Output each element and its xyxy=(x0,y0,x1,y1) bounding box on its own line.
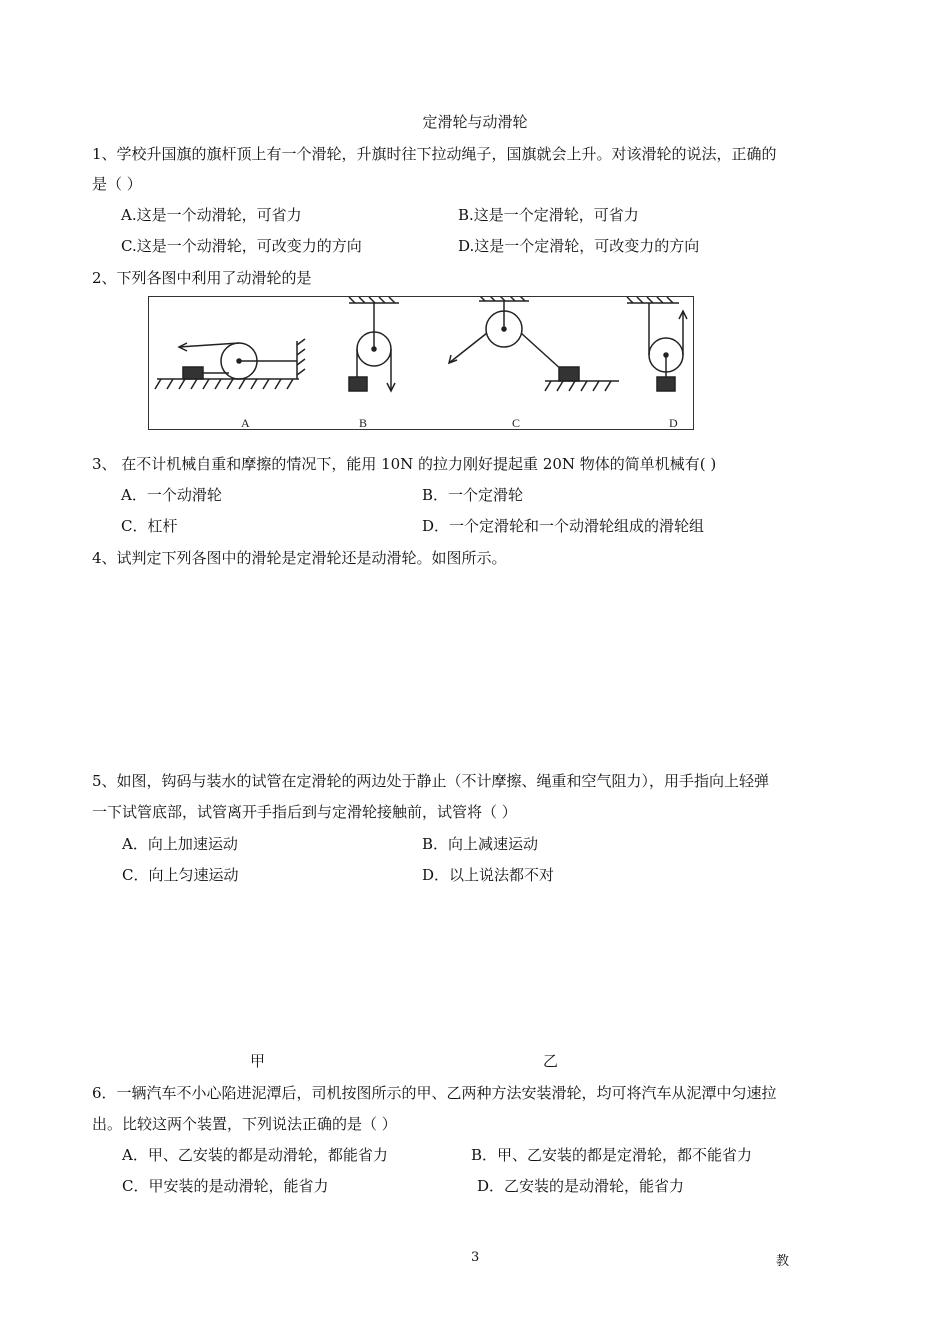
q3-option-b: B．一个定滑轮 xyxy=(422,486,524,504)
fig-label-d: D xyxy=(669,416,678,429)
q1-option-d: D.这是一个定滑轮，可改变力的方向 xyxy=(458,237,700,255)
fig-label-b: B xyxy=(359,416,368,429)
q5-option-a: A．向上加速运动 xyxy=(122,835,238,853)
q6-option-a: A．甲、乙安装的都是动滑轮，都能省力 xyxy=(122,1146,388,1164)
q1-option-a: A.这是一个动滑轮，可省力 xyxy=(121,206,302,224)
footer-right-text: 教 xyxy=(776,1254,790,1269)
page-title: 定滑轮与动滑轮 xyxy=(422,113,528,131)
pulley-diagram xyxy=(149,297,693,429)
q3-option-c: C．杠杆 xyxy=(121,517,178,535)
q6-line2: 出。比较这两个装置，下列说法正确的是（ ） xyxy=(92,1115,397,1133)
q4-text: 4、试判定下列各图中的滑轮是定滑轮还是动滑轮。如图所示。 xyxy=(92,549,507,567)
pulley-figure xyxy=(148,296,694,430)
q5-option-d: D．以上说法都不对 xyxy=(422,866,555,884)
q6-line1: 6．一辆汽车不小心陷进泥潭后，司机按图所示的甲、乙两种方法安装滑轮，均可将汽车从泥潭中匀速拉 xyxy=(92,1084,777,1102)
pulley-d xyxy=(627,297,687,391)
q6-option-c: C．甲安装的是动滑轮，能省力 xyxy=(122,1177,329,1195)
q3-text: 3、 在不计机械自重和摩擦的情况下，能用 10N 的拉力刚好提起重 20N 物体的简单机械有( ) xyxy=(92,455,717,473)
q5-line1: 5、如图，钩码与装水的试管在定滑轮的两边处于静止（不计摩擦、绳重和空气阻力），用手指向上轻弹 xyxy=(92,772,770,790)
page-number: 3 xyxy=(471,1250,480,1265)
fig-label-a: A xyxy=(241,416,250,429)
q3-option-a: A．一个动滑轮 xyxy=(121,486,222,504)
pulley-a xyxy=(155,339,305,389)
q6-option-b: B．甲、乙安装的都是定滑轮，都不能省力 xyxy=(471,1146,753,1164)
q1-line1: 1、学校升国旗的旗杆顶上有一个滑轮，升旗时往下拉动绳子，国旗就会上升。对该滑轮的说法，正确的 xyxy=(92,145,777,163)
figure-label-yi: 乙 xyxy=(543,1052,559,1070)
q1-line2: 是（ ） xyxy=(92,175,142,193)
q1-option-b: B.这是一个定滑轮，可省力 xyxy=(458,206,639,224)
q5-option-c: C．向上匀速运动 xyxy=(122,866,239,884)
q1-option-c: C.这是一个动滑轮，可改变力的方向 xyxy=(121,237,362,255)
pulley-c xyxy=(449,297,619,391)
q2-text: 2、下列各图中利用了动滑轮的是 xyxy=(92,269,312,287)
q5-option-b: B．向上减速运动 xyxy=(422,835,539,853)
q5-line2: 一下试管底部，试管离开手指后到与定滑轮接触前，试管将（ ） xyxy=(92,803,517,821)
fig-label-c: C xyxy=(512,416,521,429)
q3-option-d: D．一个定滑轮和一个动滑轮组成的滑轮组 xyxy=(422,517,705,535)
pulley-b xyxy=(349,297,399,391)
figure-label-jia: 甲 xyxy=(250,1052,266,1070)
q6-option-d: D．乙安装的是动滑轮，能省力 xyxy=(477,1177,685,1195)
